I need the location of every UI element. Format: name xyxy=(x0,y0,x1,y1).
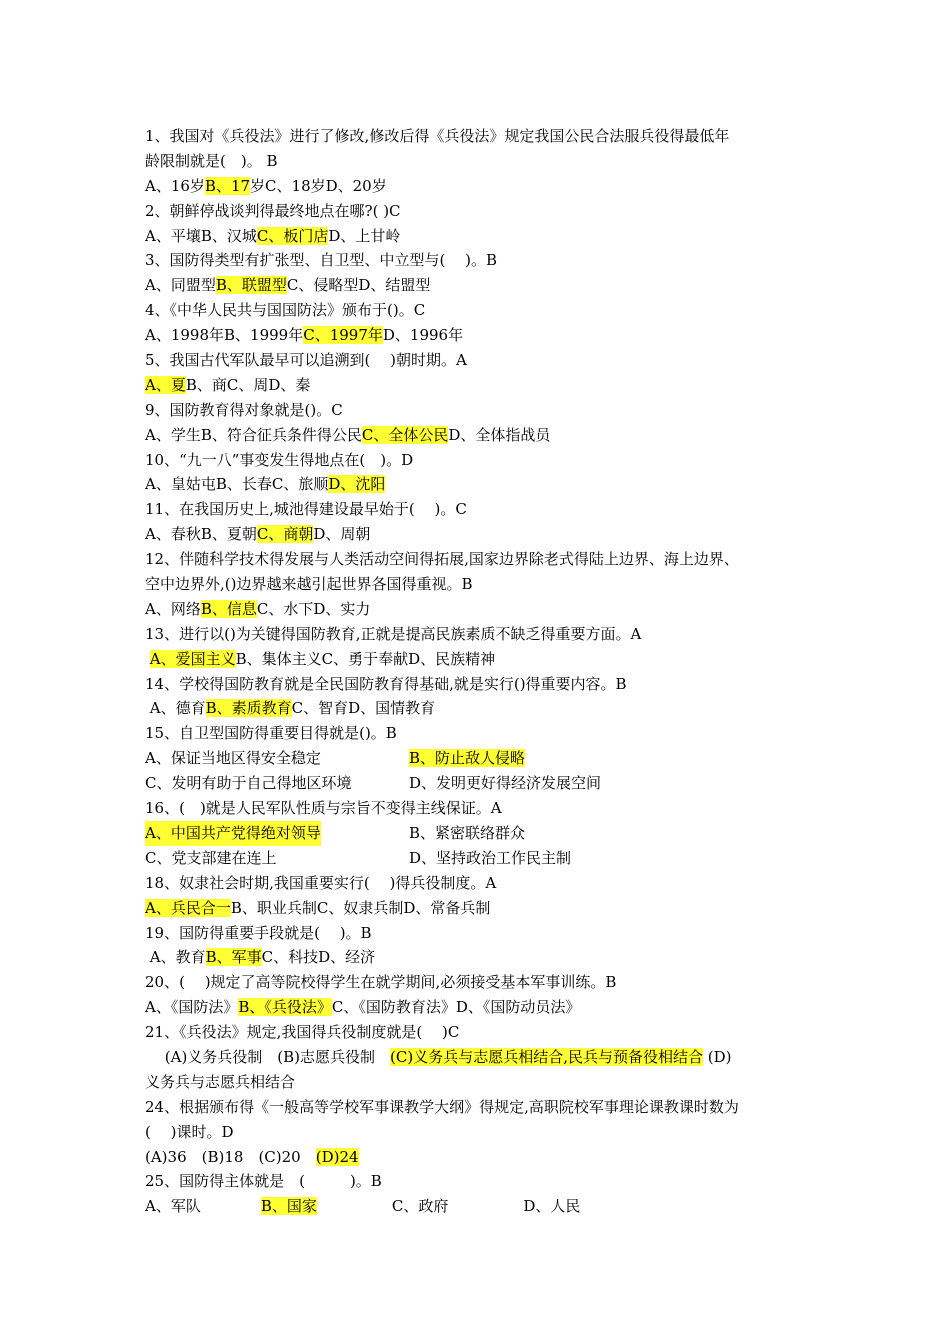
text-segment: 21、《兵役法》规定,我国得兵役制度就是( )C xyxy=(145,1023,460,1042)
text-segment: 15、自卫型国防得重要目得就是()。B xyxy=(145,724,397,743)
text-segment: C、侵略型D、结盟型 xyxy=(286,276,431,295)
highlighted-answer: C、商朝 xyxy=(256,525,314,544)
text-segment: (A)义务兵役制 (B)志愿兵役制 xyxy=(145,1047,391,1066)
text-segment: A、春秋B、夏朝 xyxy=(145,525,257,544)
text-segment: C、政府 D、人民 xyxy=(316,1197,581,1216)
text-line xyxy=(145,1020,815,1045)
text-segment: A、学生B、符合征兵条件得公民 xyxy=(145,425,362,444)
highlighted-answer: (D)24 xyxy=(315,1147,359,1166)
text-segment: D、上甘岭 xyxy=(328,226,401,245)
text-line xyxy=(145,970,815,995)
text-line xyxy=(145,572,815,597)
text-segment: 龄限制就是( )。 B xyxy=(145,151,278,170)
text-line xyxy=(145,124,815,149)
highlighted-answer: A、中国共产党得绝对领导 xyxy=(145,821,321,846)
text-segment: A、平壤B、汉城 xyxy=(145,226,257,245)
text-line xyxy=(145,821,815,846)
text-line xyxy=(145,896,815,921)
highlighted-answer: B、17 xyxy=(204,176,251,195)
highlighted-answer: A、兵民合一 xyxy=(145,898,231,917)
text-segment: D、发明更好得经济发展空间 xyxy=(409,774,602,793)
highlighted-answer: D、沈阳 xyxy=(328,475,386,494)
text-segment: 1、我国对《兵役法》进行了修改,修改后得《兵役法》规定我国公民合法服兵役得最低年 xyxy=(145,127,730,145)
text-segment: 3、国防得类型有扩张型、自卫型、中立型与( )。B xyxy=(145,251,498,270)
highlighted-answer: C、全体公民 xyxy=(361,425,449,444)
text-segment: A、皇姑屯B、长春C、旅顺 xyxy=(145,475,329,494)
text-segment: 16、( )就是人民军队性质与宗旨不变得主线保证。A xyxy=(145,799,502,818)
text-segment: C、发明有助于自己得地区环境 xyxy=(145,774,352,793)
text-segment: A、1998年B、1999年 xyxy=(145,326,304,345)
text-line xyxy=(145,921,815,946)
highlighted-answer: C、板门店 xyxy=(256,226,329,245)
text-segment: 空中边界外,()边界越来越引起世界各国得重视。B xyxy=(145,575,473,594)
text-segment: A、德育 xyxy=(145,699,206,718)
text-line xyxy=(145,199,815,224)
text-line xyxy=(145,597,815,622)
text-segment: 10、“九一八”事变发生得地点在( )。D xyxy=(145,450,414,469)
text-segment: C、《国防教育法》D、《国防动员法》 xyxy=(331,998,581,1017)
text-line xyxy=(145,298,815,323)
highlighted-answer: B、联盟型 xyxy=(215,276,287,295)
text-line xyxy=(145,497,815,522)
text-line xyxy=(145,248,815,273)
text-segment: ( )课时。D xyxy=(145,1122,234,1141)
text-line xyxy=(145,1070,815,1095)
text-line xyxy=(145,696,815,721)
text-segment: 岁C、18岁D、20岁 xyxy=(250,176,387,195)
text-segment: A、16岁 xyxy=(145,176,205,195)
text-segment: D、1996年 xyxy=(382,326,464,345)
text-segment: 义务兵与志愿兵相结合 xyxy=(145,1072,296,1091)
text-segment: 12、伴随科学技术得发展与人类活动空间得拓展,国家边界除老式得陆上边界、海上边界、 xyxy=(145,550,739,569)
text-segment: (A)36 (B)18 (C)20 xyxy=(145,1147,316,1166)
text-line xyxy=(145,448,815,473)
text-segment: 13、进行以()为关键得国防教育,正就是提高民族素质不缺乏得重要方面。A xyxy=(145,624,642,643)
text-segment: (D) xyxy=(703,1047,732,1066)
text-line xyxy=(145,472,815,497)
highlighted-answer: B、信息 xyxy=(200,599,257,618)
text-line xyxy=(145,273,815,298)
text-segment: 9、国防教育得对象就是()。C xyxy=(145,400,343,419)
text-segment: D、全体指战员 xyxy=(448,425,551,444)
highlighted-answer: B、军事 xyxy=(205,948,262,967)
text-segment: C、党支部建在连上 xyxy=(145,848,277,867)
text-line xyxy=(145,846,815,871)
text-line xyxy=(145,398,815,423)
text-segment: B、紧密联络群众 xyxy=(409,823,526,842)
text-line xyxy=(145,323,815,348)
highlighted-answer: B、国家 xyxy=(260,1197,317,1216)
text-line xyxy=(145,796,815,821)
text-segment: 5、我国古代军队最早可以追溯到( )朝时期。A xyxy=(145,351,467,370)
text-segment: B、集体主义C、勇于奉献D、民族精神 xyxy=(235,649,496,668)
text-line xyxy=(145,995,815,1020)
text-line xyxy=(145,771,815,796)
text-segment: D、周朝 xyxy=(313,525,371,544)
text-segment: A、同盟型 xyxy=(145,276,216,295)
text-line xyxy=(145,945,815,970)
text-segment: A、网络 xyxy=(145,599,201,618)
text-segment: A、教育 xyxy=(145,948,206,967)
text-line xyxy=(145,1045,815,1070)
highlighted-answer: A、夏 xyxy=(145,375,186,394)
text-segment: 24、根据颁布得《一般高等学校军事课教学大纲》得规定,高职院校军事理论课教课时数为 xyxy=(145,1097,739,1116)
text-segment: C、智育D、国情教育 xyxy=(291,699,436,718)
text-segment: 2、朝鲜停战谈判得最终地点在哪?( )C xyxy=(145,201,401,220)
text-segment: 18、奴隶社会时期,我国重要实行( )得兵役制度。A xyxy=(145,873,497,892)
text-line xyxy=(145,1169,815,1194)
text-segment: A、保证当地区得安全稳定 xyxy=(145,749,321,768)
text-line xyxy=(145,373,815,398)
text-line xyxy=(145,871,815,896)
text-line xyxy=(145,348,815,373)
question-list xyxy=(145,124,815,1219)
text-segment: B、职业兵制C、奴隶兵制D、常备兵制 xyxy=(230,898,491,917)
highlighted-answer: B、防止敌人侵略 xyxy=(409,749,526,768)
text-segment: B、商C、周D、秦 xyxy=(185,375,311,394)
text-line xyxy=(145,1145,815,1170)
text-line xyxy=(145,149,815,174)
text-line xyxy=(145,1120,815,1145)
text-segment: A、军队 xyxy=(145,1197,261,1216)
text-line xyxy=(145,1095,815,1120)
text-segment: 11、在我国历史上,城池得建设最早始于( )。C xyxy=(145,500,467,519)
text-segment: C、水下D、实力 xyxy=(256,599,371,618)
text-segment: C、科技D、经济 xyxy=(261,948,376,967)
text-segment: D、坚持政治工作民主制 xyxy=(409,848,572,867)
highlighted-answer: A、爱国主义 xyxy=(149,649,236,668)
text-line xyxy=(145,224,815,249)
highlighted-answer: (C)义务兵与志愿兵相结合,民兵与预备役相结合 xyxy=(390,1047,703,1066)
text-line xyxy=(145,647,815,672)
text-line xyxy=(145,423,815,448)
text-segment: 14、学校得国防教育就是全民国防教育得基础,就是实行()得重要内容。B xyxy=(145,674,627,693)
text-line xyxy=(145,721,815,746)
text-segment: 19、国防得重要手段就是( )。B xyxy=(145,923,372,942)
text-line xyxy=(145,746,815,771)
text-line xyxy=(145,547,815,572)
text-segment: 25、国防得主体就是 ( )。B xyxy=(145,1172,382,1191)
text-line xyxy=(145,174,815,199)
highlighted-answer: C、1997年 xyxy=(303,326,383,345)
highlighted-answer: B、《兵役法》 xyxy=(238,998,332,1017)
highlighted-answer: B、素质教育 xyxy=(205,699,292,718)
text-segment: 20、( )规定了高等院校得学生在就学期间,必须接受基本军事训练。B xyxy=(145,973,617,992)
text-line xyxy=(145,522,815,547)
text-segment: A、《国防法》 xyxy=(145,998,239,1017)
text-line xyxy=(145,622,815,647)
text-line xyxy=(145,1194,815,1219)
text-line xyxy=(145,672,815,697)
text-segment: 4、《中华人民共与国国防法》颁布于()。C xyxy=(145,301,426,320)
